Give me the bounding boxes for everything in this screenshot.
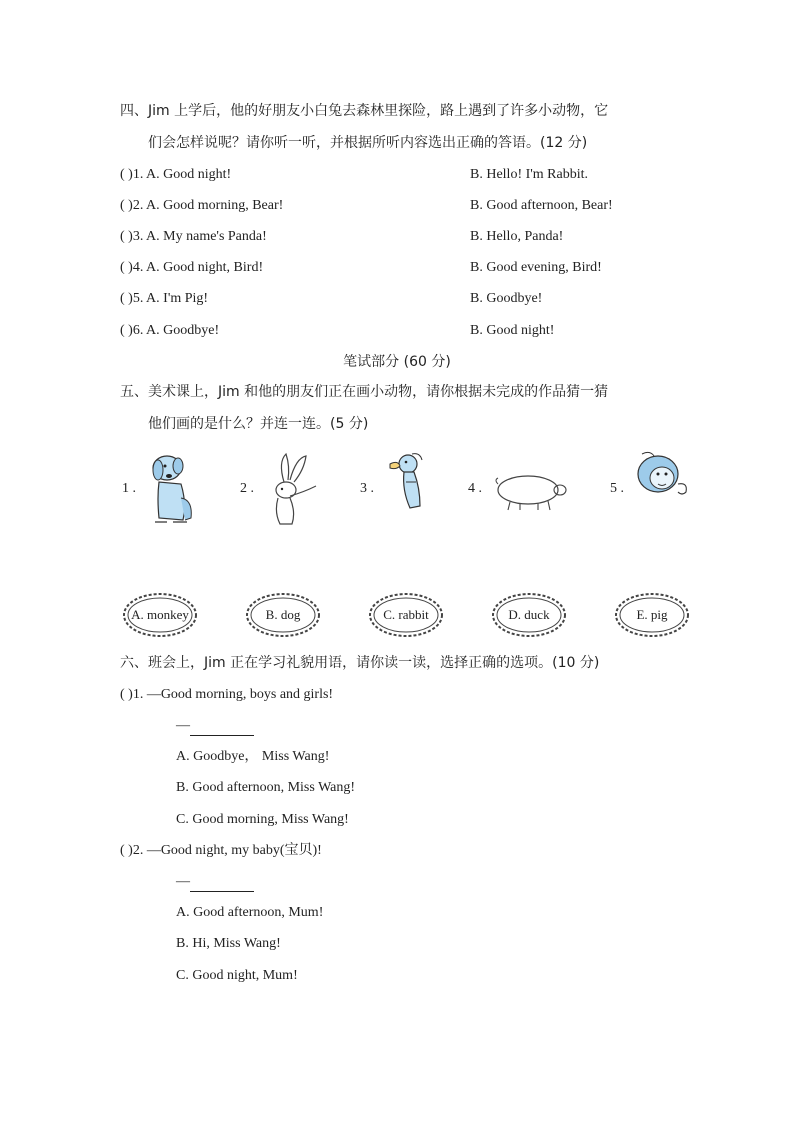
picture-number-1: 1 . (122, 481, 136, 496)
written-section-header: 笔试部分 (60 分) (343, 354, 451, 370)
s4-q4-a: ( )4. A. Good night, Bird! (120, 260, 264, 275)
dog-icon (145, 448, 201, 528)
option-label-b: B. dog (265, 607, 301, 622)
section6-title: 六、班会上，Jim 正在学习礼貌用语，请你读一读，选择正确的选项。(10 分) (120, 655, 600, 671)
s6-q1-option-c: C. Good morning, Miss Wang! (176, 812, 349, 827)
s4-q5-a: ( )5. A. I'm Pig! (120, 291, 209, 306)
section5-title-line1: 五、美术课上，Jim 和他的朋友们正在画小动物，请你根据未完成的作品猜一猜 (120, 384, 609, 400)
s4-q6-b: B. Good night! (470, 323, 555, 338)
picture-number-5: 5 . (610, 481, 624, 496)
option-label-e: E. pig (636, 607, 668, 622)
picture-number-2: 2 . (240, 481, 254, 496)
s6-q1-prompt: ( )1. —Good morning, boys and girls! (120, 687, 334, 702)
option-label-a: A. monkey (131, 607, 189, 622)
monkey-icon (632, 448, 692, 502)
option-label-d: D. duck (508, 607, 550, 622)
s4-q1-b: B. Hello! I'm Rabbit. (470, 167, 589, 182)
section4-title-line1: 四、Jim 上学后，他的好朋友小白兔去森林里探险，路上遇到了许多小动物，它 (120, 103, 609, 119)
s6-q2-option-b: B. Hi, Miss Wang! (176, 936, 281, 951)
picture-number-4: 4 . (468, 481, 482, 496)
s4-q6-a: ( )6. A. Goodbye! (120, 323, 220, 338)
duck-icon (386, 450, 428, 512)
answer-blank (190, 721, 254, 736)
s4-q3-a: ( )3. A. My name's Panda! (120, 229, 267, 244)
s4-q2-a: ( )2. A. Good morning, Bear! (120, 198, 284, 213)
rabbit-icon (260, 452, 320, 528)
dash: — (176, 718, 190, 733)
s6-q1-option-b: B. Good afternoon, Miss Wang! (176, 780, 356, 795)
dash: — (176, 874, 190, 889)
pig-icon (490, 468, 570, 512)
s6-q1-option-a: A. Goodbye， Miss Wang! (176, 749, 330, 764)
s4-q4-b: B. Good evening, Bird! (470, 260, 602, 275)
answer-blank (190, 877, 254, 892)
option-label-c: C. rabbit (383, 607, 429, 622)
s4-q2-b: B. Good afternoon, Bear! (470, 198, 613, 213)
section5-title-line2: 他们画的是什么？并连一连。(5 分) (148, 416, 369, 432)
picture-number-3: 3 . (360, 481, 374, 496)
s4-q3-b: B. Hello, Panda! (470, 229, 564, 244)
s6-q2-answer-line (176, 872, 254, 892)
s6-q2-prompt: ( )2. —Good night, my baby(宝贝)! (120, 843, 322, 858)
s6-q2-option-a: A. Good afternoon, Mum! (176, 905, 324, 920)
section4-title-line2: 们会怎样说呢？请你听一听，并根据所听内容选出正确的答语。(12 分) (148, 135, 588, 151)
s4-q5-b: B. Goodbye! (470, 291, 543, 306)
s4-q1-a: ( )1. A. Good night! (120, 167, 232, 182)
s6-q2-option-c: C. Good night, Mum! (176, 968, 298, 983)
s6-q1-answer-line (176, 716, 254, 736)
